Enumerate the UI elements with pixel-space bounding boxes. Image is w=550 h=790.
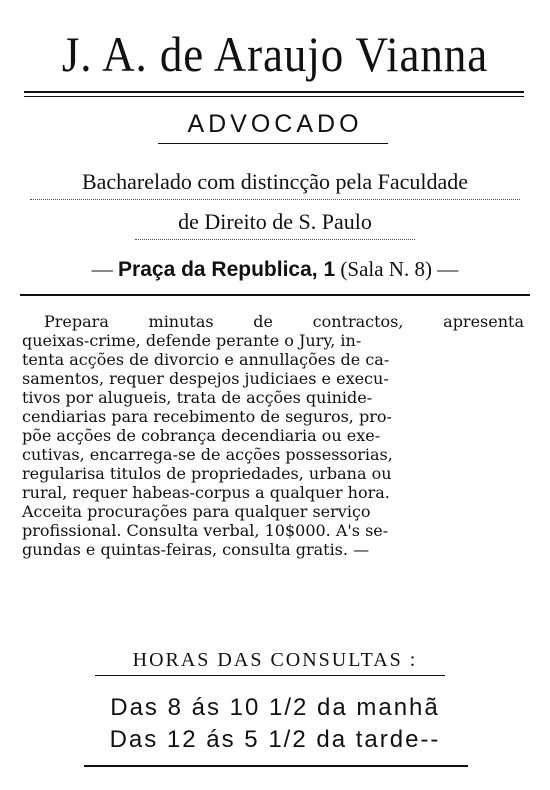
- office-address: [0, 255, 550, 284]
- services-line: cutivas, encarrega-se de acções possessorias,: [22, 445, 393, 464]
- address-dash-left: —: [91, 257, 113, 281]
- address-dash-right: —: [437, 257, 459, 281]
- services-line: cendiarias para recebimento de seguros, pro-: [22, 407, 392, 426]
- hours-afternoon: Das 12 ás 5 1/2 da tarde--: [109, 726, 441, 753]
- address-room: (Sala N. 8): [340, 257, 432, 281]
- top-rule-thick: [24, 91, 524, 93]
- degree-line-1: Bacharelado com distincção pela Faculdade: [81, 169, 469, 194]
- services-paragraph: [22, 312, 524, 559]
- hours-morning: Das 8 ás 10 1/2 da manhã: [110, 694, 440, 721]
- services-line: tivos por alugueis, trata de acções quinide-: [22, 388, 373, 407]
- profession-title: ADVOCADO: [187, 110, 363, 138]
- services-line: rural, requer habeas-corpus a qualquer hora.: [22, 483, 390, 502]
- top-rule-thin: [24, 96, 524, 97]
- services-line: profissional. Consulta verbal, 10$000. A's se-: [22, 521, 389, 540]
- services-line: regularisa titulos de propriedades, urbana ou: [22, 464, 392, 483]
- dotted-rule-1: [30, 199, 520, 200]
- address-street: Praça da Republica, 1: [118, 258, 336, 281]
- degree-line-2: de Direito de S. Paulo: [178, 209, 372, 234]
- address-rule: [20, 294, 530, 296]
- profession-underline: [158, 143, 388, 144]
- dotted-rule-2: [135, 239, 415, 240]
- services-line: tenta acções de divorcio e annullações de ca-: [22, 350, 390, 369]
- services-line: queixas-crime, defende perante o Jury, in-: [22, 331, 362, 350]
- hours-underline: [95, 675, 445, 676]
- bottom-rule: [84, 765, 468, 767]
- services-line: Acceita procurações para qualquer serviço: [22, 502, 371, 521]
- services-line: gundas e quintas-feiras, consulta gratis. —: [22, 540, 370, 559]
- services-line: Prepara minutas de contractos, apresenta: [44, 312, 524, 331]
- hours-title: HORAS DAS CONSULTAS :: [132, 649, 418, 671]
- services-line: samentos, requer despejos judiciaes e execu-: [22, 369, 389, 388]
- services-line: põe acções de cobrança decendiaria ou exe-: [22, 426, 381, 445]
- lawyer-name: J. A. de Araujo Vianna: [61, 26, 489, 82]
